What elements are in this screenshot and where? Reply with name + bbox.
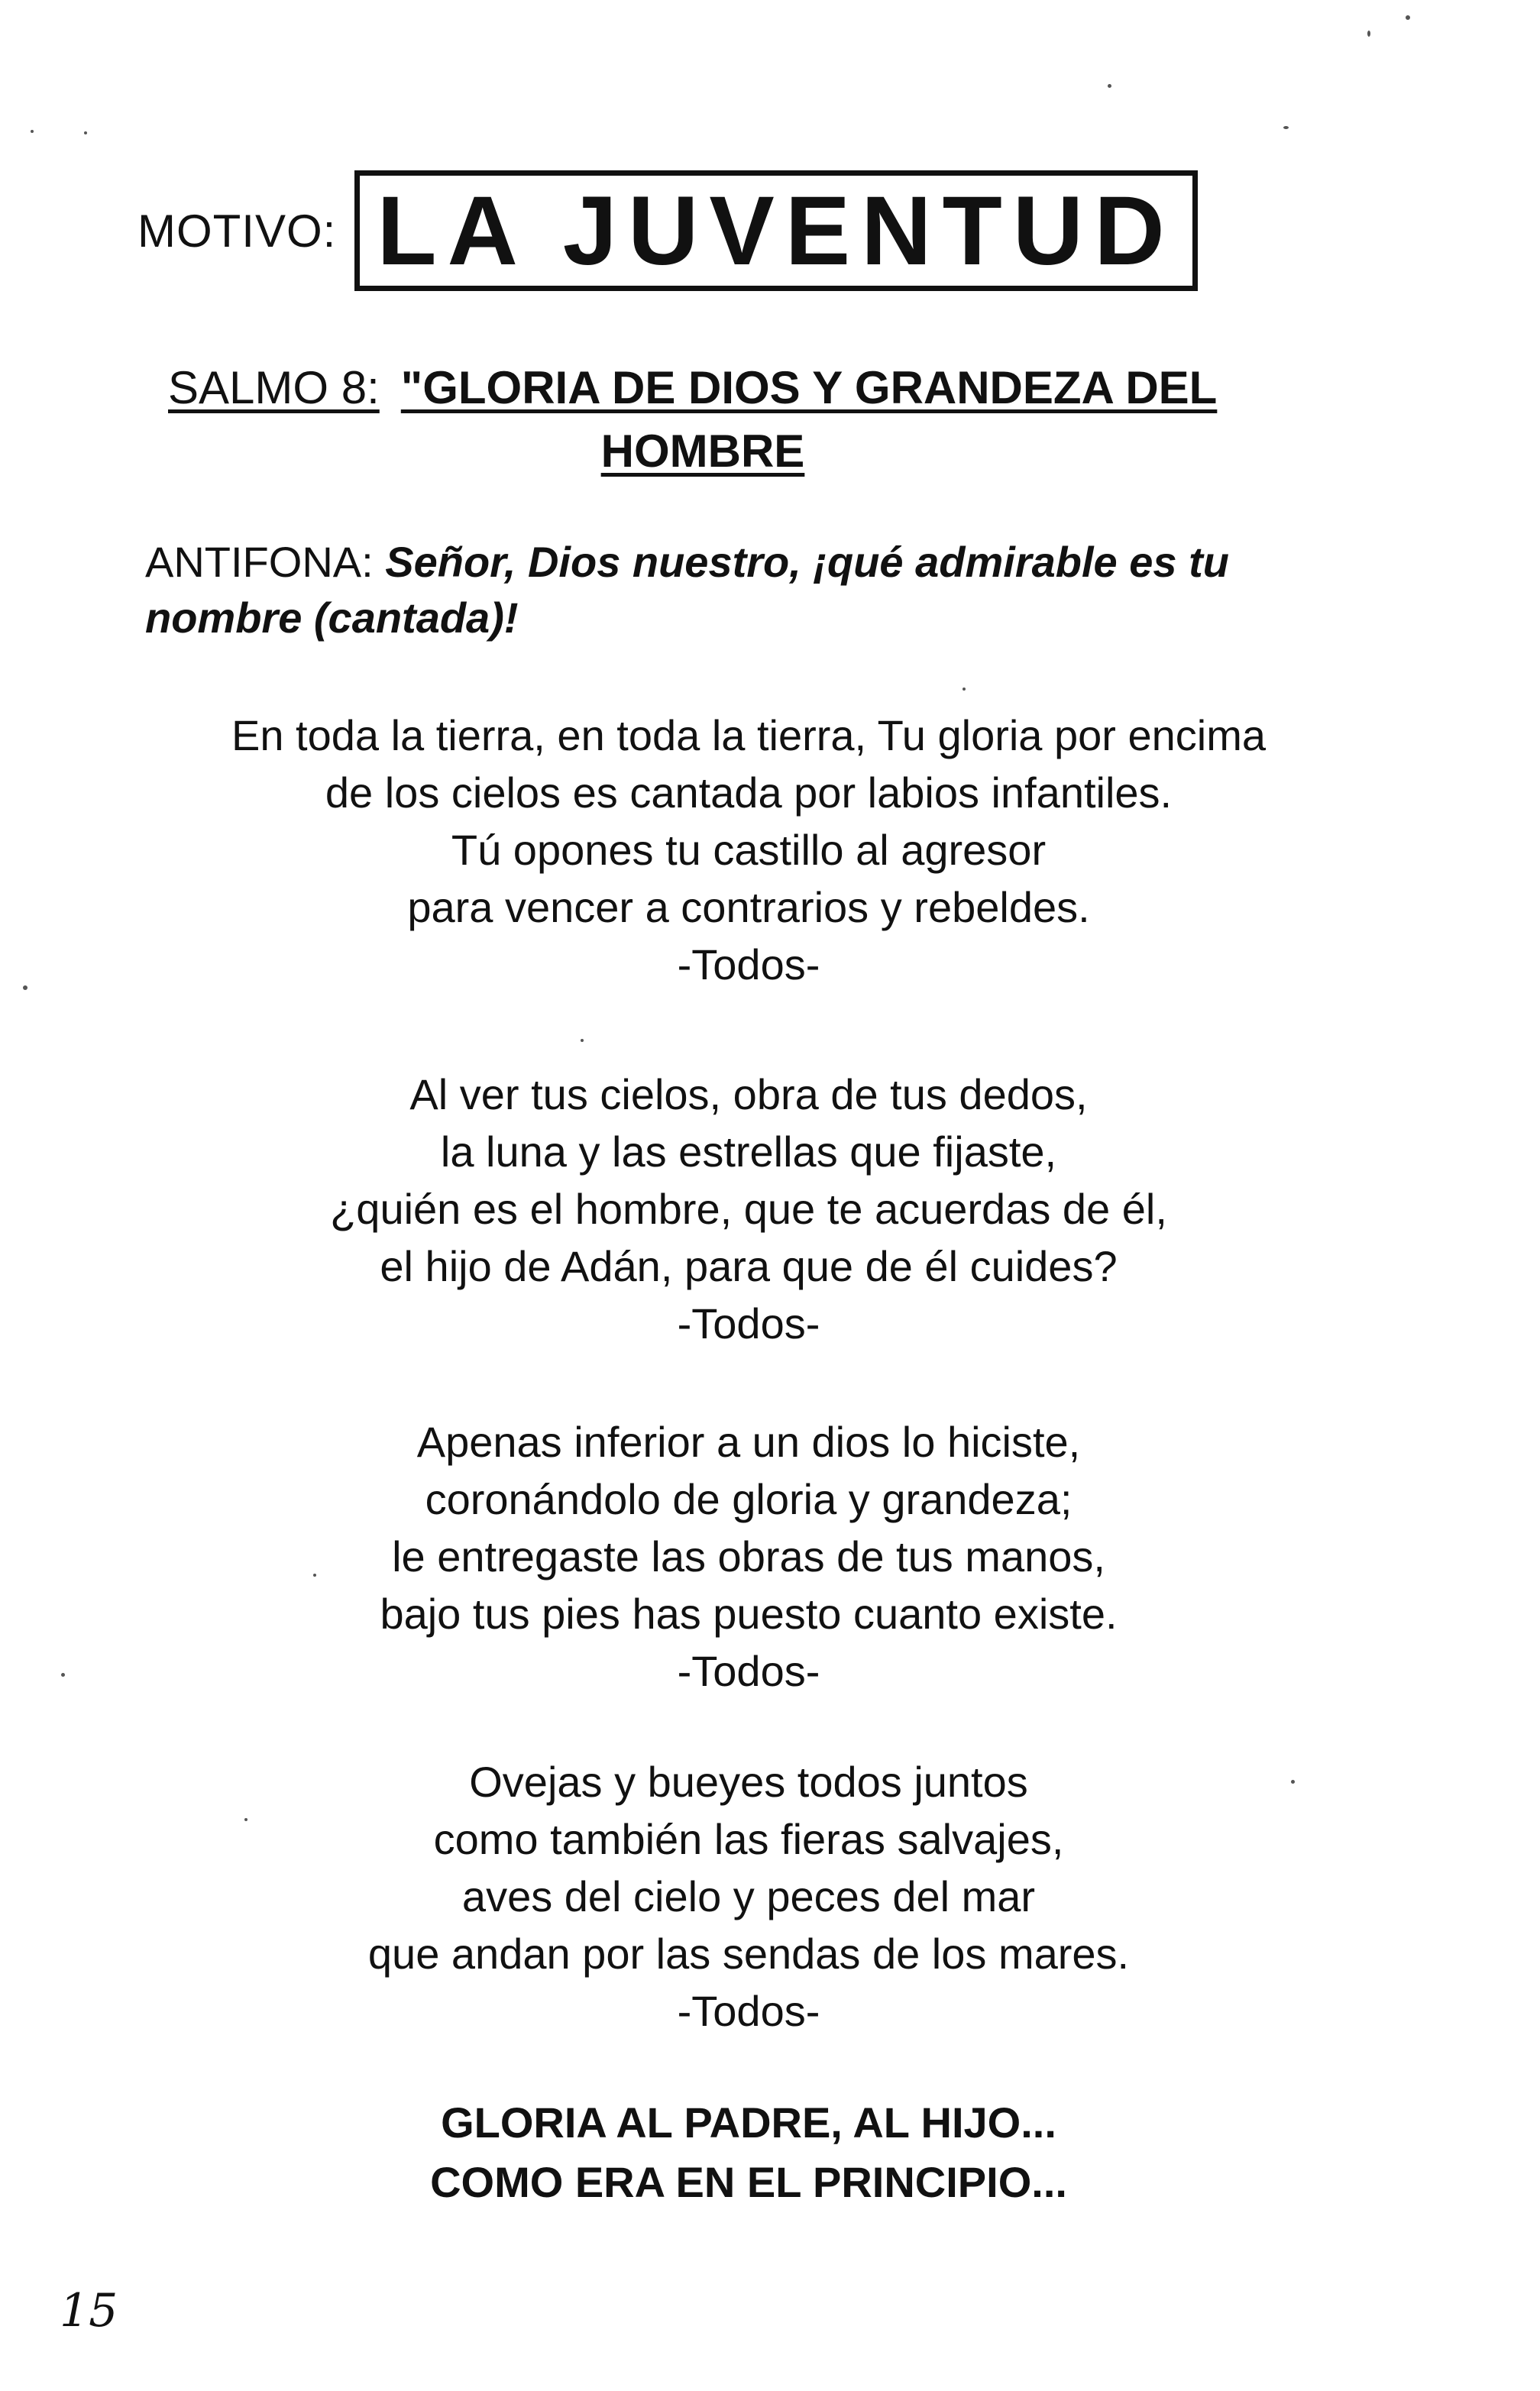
psalm-name: "GLORIA DE DIOS Y GRANDEZA DEL [400, 362, 1218, 413]
stanza-line: le entregaste las obras de tus manos, [392, 1532, 1105, 1581]
stanza-line: En toda la tierra, en toda la tierra, Tu gloria por encima [231, 711, 1267, 759]
psalm-name-line2: HOMBRE [600, 425, 805, 477]
motivo-label: MOTIVO: [138, 205, 337, 257]
page-number: 15 [60, 2284, 118, 2338]
psalm-title [168, 359, 1360, 480]
stanza-line: Apenas inferior a un dios lo hiciste, [416, 1418, 1081, 1466]
stanza-line: la luna y las estrellas que fijaste, [440, 1128, 1057, 1176]
psalm-number: SALMO 8: [168, 362, 380, 413]
stanza-2 [138, 1066, 1360, 1352]
gloria-line-1: GLORIA AL PADRE, AL HIJO... [441, 2098, 1056, 2147]
stanza-3 [138, 1413, 1360, 1700]
stanza-line: el hijo de Adán, para que de él cuides? [380, 1242, 1118, 1290]
stanza-line: como también las fieras salvajes, [433, 1815, 1064, 1863]
stanza-response: -Todos- [677, 1987, 820, 2035]
stanza-4 [138, 1753, 1360, 2040]
stanza-line: bajo tus pies has puesto cuanto existe. [380, 1590, 1118, 1638]
motivo-title-box: LA JUVENTUD [354, 170, 1197, 291]
motivo-header [138, 162, 1198, 299]
stanza-response: -Todos- [677, 1647, 820, 1695]
stanza-response: -Todos- [677, 940, 820, 988]
antiphon [145, 535, 1337, 646]
psalm-title-line1 [168, 359, 1360, 416]
gloria-doxology [138, 2093, 1360, 2212]
antiphon-text: Señor, Dios nuestro, ¡qué admirable es tu nombre (cantada)! [145, 538, 1229, 642]
stanza-response: -Todos- [677, 1299, 820, 1348]
gloria-line-2: COMO ERA EN EL PRINCIPIO... [430, 2158, 1067, 2206]
stanza-line: para vencer a contrarios y rebeldes. [407, 883, 1090, 931]
stanza-line: de los cielos es cantada por labios infantiles. [325, 768, 1173, 817]
stanza-line: que andan por las sendas de los mares. [367, 1930, 1130, 1978]
antiphon-label: ANTIFONA: [145, 538, 374, 586]
stanza-1 [138, 707, 1360, 993]
stanza-line: aves del cielo y peces del mar [461, 1872, 1036, 1920]
stanza-line: coronándolo de gloria y grandeza; [425, 1475, 1072, 1523]
stanza-line: Al ver tus cielos, obra de tus dedos, [409, 1070, 1088, 1118]
stanza-line: Ovejas y bueyes todos juntos [469, 1758, 1028, 1806]
stanza-line: ¿quién es el hombre, que te acuerdas de él, [330, 1185, 1167, 1233]
stanza-line: Tú opones tu castillo al agresor [451, 826, 1047, 874]
